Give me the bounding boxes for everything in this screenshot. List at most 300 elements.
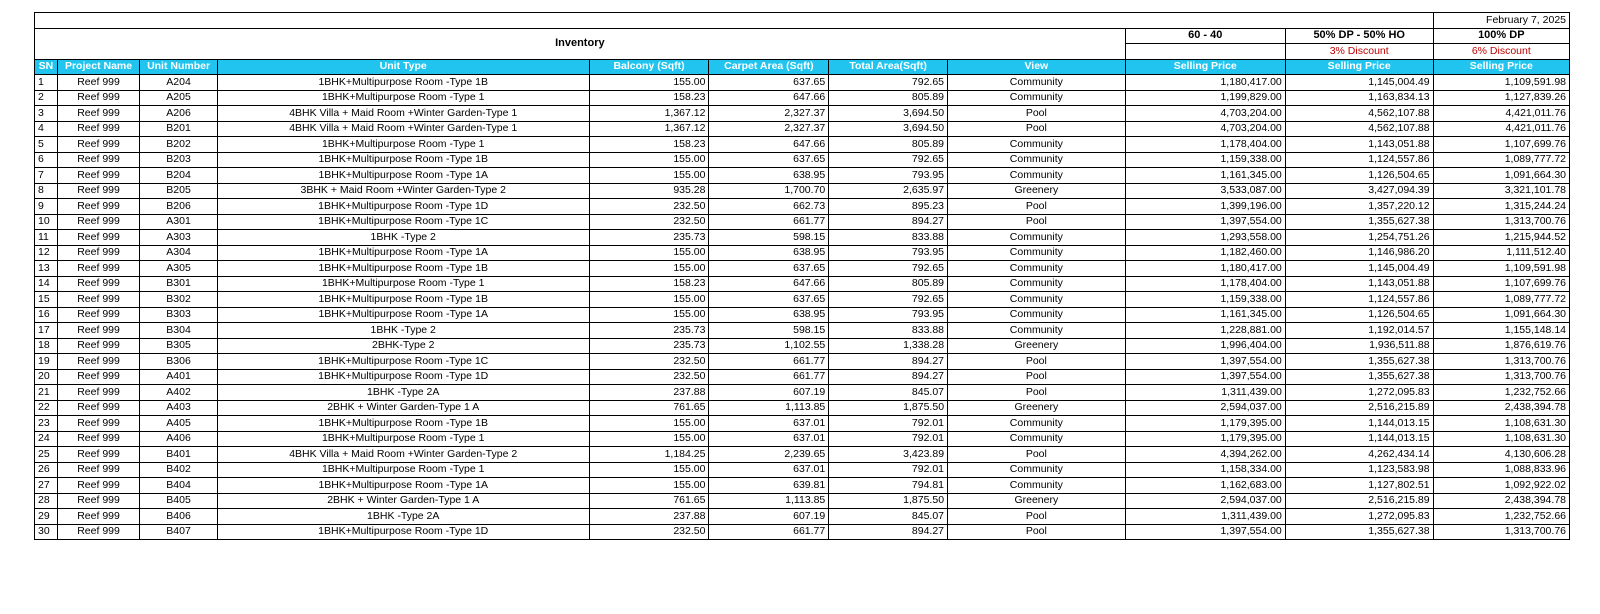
table-row: [35, 416, 1570, 432]
column-header-total-area: Total Area(Sqft): [829, 59, 948, 75]
plan-name-60-40: 60 - 40: [1125, 28, 1285, 44]
cell-unit-type: 1BHK+Multipurpose Room -Type 1A: [217, 307, 589, 323]
cell-project-name: Reef 999: [57, 354, 140, 370]
cell-total-area: 792.01: [829, 431, 948, 447]
cell-view: Greenery: [948, 338, 1126, 354]
cell-selling-price-60-40: 1,311,439.00: [1125, 385, 1285, 401]
cell-unit-number: B301: [140, 276, 217, 292]
cell-carpet-area: 661.77: [709, 214, 829, 230]
cell-sn: 7: [35, 168, 58, 184]
cell-project-name: Reef 999: [57, 323, 140, 339]
cell-unit-number: A405: [140, 416, 217, 432]
cell-selling-price-60-40: 1,199,829.00: [1125, 90, 1285, 106]
cell-unit-number: A403: [140, 400, 217, 416]
table-row: [35, 199, 1570, 215]
cell-carpet-area: 637.65: [709, 292, 829, 308]
cell-unit-number: B202: [140, 137, 217, 153]
cell-selling-price-100-dp: 1,232,752.66: [1433, 385, 1569, 401]
cell-unit-number: B404: [140, 478, 217, 494]
cell-total-area: 805.89: [829, 276, 948, 292]
cell-selling-price-60-40: 4,394,262.00: [1125, 447, 1285, 463]
cell-total-area: 833.88: [829, 323, 948, 339]
column-header-unit-number: Unit Number: [140, 59, 217, 75]
cell-view: Community: [948, 462, 1126, 478]
cell-carpet-area: 638.95: [709, 245, 829, 261]
inventory-table: [34, 12, 1570, 540]
cell-balcony: 155.00: [589, 478, 709, 494]
cell-selling-price-50-50: 1,192,014.57: [1285, 323, 1433, 339]
cell-project-name: Reef 999: [57, 524, 140, 540]
cell-total-area: 894.27: [829, 354, 948, 370]
table-row: [35, 152, 1570, 168]
cell-total-area: 845.07: [829, 385, 948, 401]
cell-project-name: Reef 999: [57, 493, 140, 509]
cell-balcony: 1,367.12: [589, 106, 709, 122]
cell-carpet-area: 2,327.37: [709, 121, 829, 137]
column-header-view: View: [948, 59, 1126, 75]
table-row: [35, 230, 1570, 246]
cell-total-area: 1,875.50: [829, 400, 948, 416]
cell-balcony: 232.50: [589, 354, 709, 370]
cell-unit-type: 1BHK -Type 2A: [217, 509, 589, 525]
cell-sn: 10: [35, 214, 58, 230]
column-header-row: [35, 59, 1570, 75]
cell-view: Community: [948, 292, 1126, 308]
report-date: February 7, 2025: [1433, 13, 1569, 29]
table-row: [35, 447, 1570, 463]
cell-selling-price-60-40: 4,703,204.00: [1125, 121, 1285, 137]
cell-selling-price-100-dp: 1,315,244.24: [1433, 199, 1569, 215]
cell-total-area: 793.95: [829, 307, 948, 323]
cell-project-name: Reef 999: [57, 509, 140, 525]
cell-selling-price-100-dp: 1,232,752.66: [1433, 509, 1569, 525]
cell-unit-type: 1BHK -Type 2: [217, 323, 589, 339]
cell-carpet-area: 647.66: [709, 90, 829, 106]
cell-balcony: 935.28: [589, 183, 709, 199]
cell-selling-price-100-dp: 1,091,664.30: [1433, 307, 1569, 323]
table-row: [35, 106, 1570, 122]
cell-unit-type: 1BHK+Multipurpose Room -Type 1D: [217, 369, 589, 385]
cell-total-area: 895.23: [829, 199, 948, 215]
cell-selling-price-100-dp: 1,313,700.76: [1433, 369, 1569, 385]
cell-view: Community: [948, 137, 1126, 153]
cell-total-area: 805.89: [829, 137, 948, 153]
cell-project-name: Reef 999: [57, 75, 140, 91]
cell-carpet-area: 637.01: [709, 416, 829, 432]
cell-unit-type: 1BHK+Multipurpose Room -Type 1C: [217, 354, 589, 370]
cell-selling-price-50-50: 1,254,751.26: [1285, 230, 1433, 246]
cell-view: Pool: [948, 369, 1126, 385]
cell-selling-price-60-40: 1,179,395.00: [1125, 416, 1285, 432]
cell-sn: 11: [35, 230, 58, 246]
cell-unit-type: 1BHK+Multipurpose Room -Type 1D: [217, 199, 589, 215]
cell-selling-price-60-40: 1,180,417.00: [1125, 75, 1285, 91]
cell-carpet-area: 661.77: [709, 354, 829, 370]
cell-selling-price-60-40: 2,594,037.00: [1125, 493, 1285, 509]
cell-carpet-area: 598.15: [709, 230, 829, 246]
table-row: [35, 524, 1570, 540]
cell-project-name: Reef 999: [57, 245, 140, 261]
cell-selling-price-100-dp: 1,313,700.76: [1433, 524, 1569, 540]
cell-unit-type: 2BHK-Type 2: [217, 338, 589, 354]
cell-selling-price-60-40: 1,228,881.00: [1125, 323, 1285, 339]
cell-carpet-area: 637.65: [709, 75, 829, 91]
plan-header-row: [35, 28, 1570, 44]
cell-unit-number: B401: [140, 447, 217, 463]
cell-sn: 24: [35, 431, 58, 447]
cell-carpet-area: 1,113.85: [709, 493, 829, 509]
cell-selling-price-100-dp: 1,109,591.98: [1433, 261, 1569, 277]
plan-discount-60-40: [1125, 44, 1285, 60]
cell-project-name: Reef 999: [57, 90, 140, 106]
cell-unit-type: 1BHK+Multipurpose Room -Type 1C: [217, 214, 589, 230]
cell-selling-price-50-50: 2,516,215.89: [1285, 493, 1433, 509]
cell-view: Community: [948, 168, 1126, 184]
cell-carpet-area: 637.65: [709, 152, 829, 168]
cell-unit-type: 1BHK+Multipurpose Room -Type 1D: [217, 524, 589, 540]
column-header-unit-type: Unit Type: [217, 59, 589, 75]
cell-view: Greenery: [948, 400, 1126, 416]
cell-total-area: 793.95: [829, 245, 948, 261]
cell-unit-number: A205: [140, 90, 217, 106]
cell-selling-price-60-40: 1,161,345.00: [1125, 168, 1285, 184]
cell-balcony: 155.00: [589, 152, 709, 168]
cell-selling-price-60-40: 1,179,395.00: [1125, 431, 1285, 447]
cell-view: Community: [948, 152, 1126, 168]
cell-unit-type: 1BHK+Multipurpose Room -Type 1: [217, 462, 589, 478]
table-row: [35, 75, 1570, 91]
cell-balcony: 235.73: [589, 323, 709, 339]
cell-selling-price-60-40: 1,397,554.00: [1125, 369, 1285, 385]
cell-project-name: Reef 999: [57, 137, 140, 153]
cell-sn: 28: [35, 493, 58, 509]
cell-selling-price-60-40: 1,397,554.00: [1125, 214, 1285, 230]
cell-total-area: 894.27: [829, 369, 948, 385]
cell-selling-price-100-dp: 1,109,591.98: [1433, 75, 1569, 91]
cell-total-area: 793.95: [829, 168, 948, 184]
table-row: [35, 369, 1570, 385]
cell-selling-price-50-50: 1,355,627.38: [1285, 369, 1433, 385]
cell-sn: 1: [35, 75, 58, 91]
cell-unit-type: 4BHK Villa + Maid Room +Winter Garden-Type 1: [217, 121, 589, 137]
cell-balcony: 237.88: [589, 509, 709, 525]
cell-balcony: 155.00: [589, 416, 709, 432]
cell-carpet-area: 637.65: [709, 261, 829, 277]
cell-selling-price-60-40: 1,159,338.00: [1125, 152, 1285, 168]
cell-unit-type: 1BHK+Multipurpose Room -Type 1B: [217, 292, 589, 308]
cell-balcony: 155.00: [589, 462, 709, 478]
cell-unit-number: B204: [140, 168, 217, 184]
cell-unit-number: A406: [140, 431, 217, 447]
cell-selling-price-100-dp: 1,313,700.76: [1433, 354, 1569, 370]
cell-selling-price-100-dp: 1,091,664.30: [1433, 168, 1569, 184]
plan-name-100-dp: 100% DP: [1433, 28, 1569, 44]
cell-total-area: 3,423.89: [829, 447, 948, 463]
cell-view: Pool: [948, 106, 1126, 122]
cell-total-area: 792.65: [829, 292, 948, 308]
cell-unit-number: B201: [140, 121, 217, 137]
cell-unit-number: B406: [140, 509, 217, 525]
table-row: [35, 168, 1570, 184]
cell-selling-price-100-dp: 4,421,011.76: [1433, 106, 1569, 122]
cell-selling-price-100-dp: 1,155,148.14: [1433, 323, 1569, 339]
cell-project-name: Reef 999: [57, 230, 140, 246]
cell-view: Pool: [948, 199, 1126, 215]
cell-selling-price-60-40: 2,594,037.00: [1125, 400, 1285, 416]
cell-selling-price-50-50: 1,272,095.83: [1285, 509, 1433, 525]
cell-view: Community: [948, 416, 1126, 432]
cell-balcony: 235.73: [589, 338, 709, 354]
column-header-selling-price-50-50: Selling Price: [1285, 59, 1433, 75]
cell-selling-price-50-50: 1,357,220.12: [1285, 199, 1433, 215]
cell-sn: 4: [35, 121, 58, 137]
cell-unit-number: A303: [140, 230, 217, 246]
cell-selling-price-50-50: 3,427,094.39: [1285, 183, 1433, 199]
column-header-project-name: Project Name: [57, 59, 140, 75]
cell-view: Community: [948, 90, 1126, 106]
cell-sn: 25: [35, 447, 58, 463]
cell-selling-price-60-40: 1,397,554.00: [1125, 524, 1285, 540]
cell-selling-price-60-40: 1,182,460.00: [1125, 245, 1285, 261]
cell-selling-price-50-50: 1,272,095.83: [1285, 385, 1433, 401]
cell-selling-price-100-dp: 1,313,700.76: [1433, 214, 1569, 230]
cell-balcony: 155.00: [589, 261, 709, 277]
cell-selling-price-50-50: 1,126,504.65: [1285, 307, 1433, 323]
cell-project-name: Reef 999: [57, 447, 140, 463]
cell-balcony: 1,367.12: [589, 121, 709, 137]
cell-view: Pool: [948, 524, 1126, 540]
cell-selling-price-100-dp: 1,092,922.02: [1433, 478, 1569, 494]
cell-selling-price-60-40: 1,399,196.00: [1125, 199, 1285, 215]
cell-total-area: 1,338.28: [829, 338, 948, 354]
table-row: [35, 137, 1570, 153]
cell-balcony: 237.88: [589, 385, 709, 401]
cell-selling-price-50-50: 2,516,215.89: [1285, 400, 1433, 416]
cell-balcony: 155.00: [589, 245, 709, 261]
cell-total-area: 792.65: [829, 75, 948, 91]
cell-selling-price-100-dp: 2,438,394.78: [1433, 493, 1569, 509]
cell-selling-price-60-40: 1,397,554.00: [1125, 354, 1285, 370]
cell-selling-price-50-50: 4,562,107.88: [1285, 121, 1433, 137]
column-header-selling-price-100-dp: Selling Price: [1433, 59, 1569, 75]
cell-balcony: 232.50: [589, 214, 709, 230]
cell-selling-price-50-50: 1,124,557.86: [1285, 152, 1433, 168]
cell-view: Community: [948, 478, 1126, 494]
cell-unit-number: B302: [140, 292, 217, 308]
cell-unit-type: 1BHK+Multipurpose Room -Type 1B: [217, 152, 589, 168]
table-row: [35, 261, 1570, 277]
cell-selling-price-50-50: 1,144,013.15: [1285, 416, 1433, 432]
cell-selling-price-50-50: 1,144,013.15: [1285, 431, 1433, 447]
column-header-selling-price-60-40: Selling Price: [1125, 59, 1285, 75]
cell-sn: 2: [35, 90, 58, 106]
cell-sn: 26: [35, 462, 58, 478]
table-row: [35, 354, 1570, 370]
cell-carpet-area: 638.95: [709, 168, 829, 184]
cell-selling-price-50-50: 1,127,802.51: [1285, 478, 1433, 494]
cell-selling-price-100-dp: 1,108,631.30: [1433, 431, 1569, 447]
cell-unit-type: 1BHK+Multipurpose Room -Type 1B: [217, 75, 589, 91]
cell-view: Community: [948, 261, 1126, 277]
cell-view: Pool: [948, 509, 1126, 525]
cell-selling-price-60-40: 1,178,404.00: [1125, 276, 1285, 292]
cell-unit-number: B405: [140, 493, 217, 509]
cell-unit-type: 2BHK + Winter Garden-Type 1 A: [217, 493, 589, 509]
table-row: [35, 307, 1570, 323]
cell-project-name: Reef 999: [57, 338, 140, 354]
cell-selling-price-50-50: 1,126,504.65: [1285, 168, 1433, 184]
cell-view: Community: [948, 276, 1126, 292]
cell-carpet-area: 637.01: [709, 462, 829, 478]
cell-balcony: 1,184.25: [589, 447, 709, 463]
cell-carpet-area: 661.77: [709, 369, 829, 385]
cell-sn: 13: [35, 261, 58, 277]
cell-sn: 29: [35, 509, 58, 525]
cell-carpet-area: 598.15: [709, 323, 829, 339]
cell-view: Pool: [948, 385, 1126, 401]
cell-selling-price-50-50: 1,123,583.98: [1285, 462, 1433, 478]
cell-selling-price-100-dp: 4,130,606.28: [1433, 447, 1569, 463]
cell-balcony: 155.00: [589, 292, 709, 308]
cell-selling-price-100-dp: 1,876,619.76: [1433, 338, 1569, 354]
cell-unit-number: A206: [140, 106, 217, 122]
cell-sn: 3: [35, 106, 58, 122]
cell-unit-number: B205: [140, 183, 217, 199]
cell-carpet-area: 1,102.55: [709, 338, 829, 354]
cell-unit-type: 1BHK+Multipurpose Room -Type 1A: [217, 245, 589, 261]
cell-selling-price-50-50: 4,562,107.88: [1285, 106, 1433, 122]
cell-unit-number: B303: [140, 307, 217, 323]
cell-carpet-area: 1,700.70: [709, 183, 829, 199]
cell-view: Greenery: [948, 493, 1126, 509]
cell-unit-number: B306: [140, 354, 217, 370]
cell-selling-price-60-40: 1,178,404.00: [1125, 137, 1285, 153]
cell-selling-price-50-50: 1,143,051.88: [1285, 276, 1433, 292]
cell-balcony: 155.00: [589, 431, 709, 447]
cell-sn: 23: [35, 416, 58, 432]
cell-selling-price-50-50: 1,163,834.13: [1285, 90, 1433, 106]
cell-sn: 19: [35, 354, 58, 370]
cell-total-area: 792.65: [829, 152, 948, 168]
cell-view: Pool: [948, 214, 1126, 230]
date-row-spacer: [35, 13, 1434, 29]
cell-sn: 27: [35, 478, 58, 494]
cell-project-name: Reef 999: [57, 106, 140, 122]
cell-balcony: 155.00: [589, 168, 709, 184]
cell-unit-type: 1BHK -Type 2A: [217, 385, 589, 401]
cell-project-name: Reef 999: [57, 214, 140, 230]
cell-selling-price-100-dp: 2,438,394.78: [1433, 400, 1569, 416]
cell-unit-type: 4BHK Villa + Maid Room +Winter Garden-Type 2: [217, 447, 589, 463]
cell-selling-price-50-50: 1,355,627.38: [1285, 214, 1433, 230]
cell-selling-price-60-40: 1,161,345.00: [1125, 307, 1285, 323]
cell-carpet-area: 1,113.85: [709, 400, 829, 416]
cell-project-name: Reef 999: [57, 385, 140, 401]
table-row: [35, 90, 1570, 106]
cell-balcony: 232.50: [589, 199, 709, 215]
cell-total-area: 792.01: [829, 416, 948, 432]
cell-carpet-area: 647.66: [709, 276, 829, 292]
column-header-sn: SN: [35, 59, 58, 75]
plan-discount-50-50: 3% Discount: [1285, 44, 1433, 60]
cell-unit-number: B402: [140, 462, 217, 478]
cell-sn: 6: [35, 152, 58, 168]
cell-selling-price-100-dp: 4,421,011.76: [1433, 121, 1569, 137]
cell-selling-price-60-40: 4,703,204.00: [1125, 106, 1285, 122]
cell-selling-price-60-40: 3,533,087.00: [1125, 183, 1285, 199]
cell-total-area: 794.81: [829, 478, 948, 494]
cell-carpet-area: 637.01: [709, 431, 829, 447]
cell-unit-number: B206: [140, 199, 217, 215]
cell-balcony: 232.50: [589, 369, 709, 385]
column-header-balcony: Balcony (Sqft): [589, 59, 709, 75]
cell-project-name: Reef 999: [57, 462, 140, 478]
table-row: [35, 509, 1570, 525]
cell-view: Community: [948, 323, 1126, 339]
cell-balcony: 158.23: [589, 90, 709, 106]
cell-unit-type: 3BHK + Maid Room +Winter Garden-Type 2: [217, 183, 589, 199]
cell-selling-price-60-40: 1,158,334.00: [1125, 462, 1285, 478]
table-row: [35, 245, 1570, 261]
cell-selling-price-60-40: 1,159,338.00: [1125, 292, 1285, 308]
table-row: [35, 462, 1570, 478]
cell-selling-price-50-50: 1,355,627.38: [1285, 524, 1433, 540]
cell-selling-price-50-50: 1,355,627.38: [1285, 354, 1433, 370]
cell-unit-number: B203: [140, 152, 217, 168]
cell-sn: 16: [35, 307, 58, 323]
cell-selling-price-100-dp: 1,107,699.76: [1433, 276, 1569, 292]
cell-project-name: Reef 999: [57, 307, 140, 323]
cell-unit-type: 1BHK+Multipurpose Room -Type 1: [217, 137, 589, 153]
cell-unit-type: 2BHK + Winter Garden-Type 1 A: [217, 400, 589, 416]
plan-discount-100-dp: 6% Discount: [1433, 44, 1569, 60]
cell-total-area: 3,694.50: [829, 121, 948, 137]
cell-selling-price-60-40: 1,162,683.00: [1125, 478, 1285, 494]
cell-view: Pool: [948, 121, 1126, 137]
cell-unit-type: 1BHK -Type 2: [217, 230, 589, 246]
cell-sn: 20: [35, 369, 58, 385]
cell-total-area: 805.89: [829, 90, 948, 106]
cell-selling-price-100-dp: 3,321,101.78: [1433, 183, 1569, 199]
cell-total-area: 845.07: [829, 509, 948, 525]
cell-balcony: 232.50: [589, 524, 709, 540]
cell-selling-price-60-40: 1,311,439.00: [1125, 509, 1285, 525]
cell-selling-price-100-dp: 1,215,944.52: [1433, 230, 1569, 246]
table-row: [35, 431, 1570, 447]
cell-balcony: 158.23: [589, 137, 709, 153]
cell-total-area: 2,635.97: [829, 183, 948, 199]
cell-carpet-area: 662.73: [709, 199, 829, 215]
cell-balcony: 155.00: [589, 307, 709, 323]
cell-project-name: Reef 999: [57, 199, 140, 215]
cell-carpet-area: 638.95: [709, 307, 829, 323]
cell-project-name: Reef 999: [57, 431, 140, 447]
table-row: [35, 292, 1570, 308]
cell-total-area: 1,875.50: [829, 493, 948, 509]
table-row: [35, 323, 1570, 339]
cell-total-area: 792.01: [829, 462, 948, 478]
cell-selling-price-100-dp: 1,088,833.96: [1433, 462, 1569, 478]
cell-sn: 9: [35, 199, 58, 215]
cell-sn: 18: [35, 338, 58, 354]
date-row: [35, 13, 1570, 29]
cell-selling-price-100-dp: 1,107,699.76: [1433, 137, 1569, 153]
cell-unit-type: 4BHK Villa + Maid Room +Winter Garden-Type 1: [217, 106, 589, 122]
cell-sn: 12: [35, 245, 58, 261]
cell-selling-price-60-40: 1,293,558.00: [1125, 230, 1285, 246]
cell-selling-price-50-50: 4,262,434.14: [1285, 447, 1433, 463]
cell-carpet-area: 607.19: [709, 385, 829, 401]
